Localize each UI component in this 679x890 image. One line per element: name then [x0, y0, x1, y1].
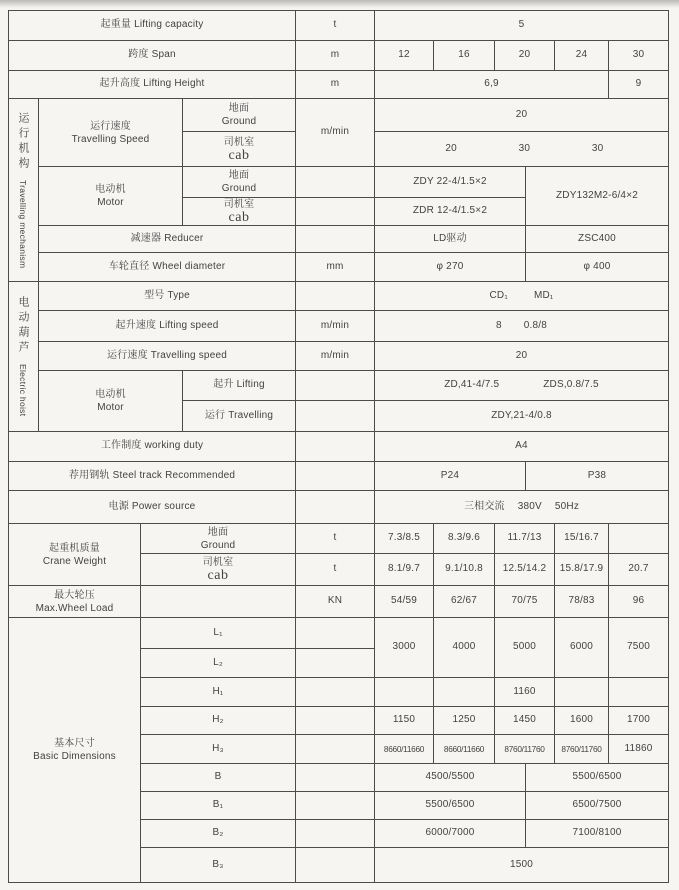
- hoist-lifting-speed-value: [375, 311, 669, 342]
- working-duty-label: 工作制度 working duty: [9, 432, 296, 462]
- dim-h1-unit: [296, 678, 375, 707]
- dim-h2-value-2: 1250: [434, 707, 495, 735]
- travelling-speed-cab-values-item: 20: [445, 142, 457, 154]
- steel-track-value-p24: P24: [375, 462, 526, 491]
- hoist-lifting-speed-value-item: 0.8/8: [523, 319, 547, 331]
- crane-weight-ground-value-4: 15/16.7: [555, 524, 609, 554]
- travelling-speed-ground-label-line: Ground: [221, 116, 257, 127]
- travelling-mechanism-section-header-en: Travelling mechanism: [18, 179, 28, 269]
- hoist-motor-travelling-value: ZDY,21-4/0.8: [375, 401, 669, 432]
- crane-weight-label-line: 起重机质量: [49, 542, 100, 554]
- hoist-motor-travelling-label: 运行 Travelling: [183, 401, 296, 432]
- dim-h1-label: H₁: [141, 678, 296, 707]
- lifting-height-label: 起升高度 Lifting Height: [9, 71, 296, 99]
- crane-weight-cab-value-2: 9.1/10.8: [434, 554, 495, 586]
- dim-h3-value-5: 11860: [609, 735, 669, 764]
- hoist-lifting-speed-value-item: 8: [495, 319, 502, 331]
- crane-weight-ground-value-2: 8.3/9.6: [434, 524, 495, 554]
- travel-motor-ground-label: [183, 167, 296, 198]
- travelling-speed-unit: m/min: [296, 99, 375, 167]
- travelling-speed-label: [39, 99, 183, 167]
- dim-h3-label: H₃: [141, 735, 296, 764]
- crane-weight-cab-label-line: cab: [207, 568, 229, 583]
- dim-l-value-3: 5000: [495, 618, 555, 678]
- reducer-value-zsc: ZSC400: [526, 226, 669, 253]
- dim-h2-value-3: 1450: [495, 707, 555, 735]
- span-unit: m: [296, 41, 375, 71]
- dim-h1-value-5: [609, 678, 669, 707]
- steel-track-value-p38: P38: [526, 462, 669, 491]
- travel-motor-ground-label-line: Ground: [221, 183, 257, 194]
- dim-h1-value-1: [375, 678, 434, 707]
- crane-weight-cab-label: [141, 554, 296, 586]
- travel-motor-cab-label-line: 司机室: [223, 199, 255, 210]
- crane-weight-ground-value-5: [609, 524, 669, 554]
- travelling-speed-cab-label-line: cab: [228, 147, 250, 163]
- crane-weight-cab-label-line: 司机室: [202, 557, 234, 568]
- spec-table: [8, 10, 669, 883]
- hoist-motor-lifting-value-item: ZDS,0.8/7.5: [543, 379, 599, 391]
- max-wheel-load-value-2: 62/67: [434, 586, 495, 618]
- hoist-motor-lifting-unit: [296, 371, 375, 401]
- span-value-12: 12: [375, 41, 434, 71]
- reducer-value-ld: LD驱动: [375, 226, 526, 253]
- hoist-motor-lifting-value-item: ZD,41-4/7.5: [444, 379, 500, 391]
- lifting-height-unit: m: [296, 71, 375, 99]
- travelling-speed-cab-values-item: 30: [591, 142, 604, 154]
- hoist-motor-label: [39, 371, 183, 432]
- hoist-type-label: 型号 Type: [39, 282, 296, 311]
- hoist-motor-label-line: Motor: [97, 402, 124, 413]
- crane-weight-ground-value-1: 7.3/8.5: [375, 524, 434, 554]
- dim-l-value-2: 4000: [434, 618, 495, 678]
- travel-motor-label-line: Motor: [97, 197, 124, 208]
- hoist-motor-lifting-label: 起升 Lifting: [183, 371, 296, 401]
- dim-b1-label: B₁: [141, 792, 296, 820]
- power-source-value-item: 三相交流: [463, 500, 505, 512]
- travel-motor-ground-label-line: 地面: [228, 170, 250, 181]
- crane-weight-ground-label: [141, 524, 296, 554]
- dim-h2-value-1: 1150: [375, 707, 434, 735]
- electric-hoist-section-header: [9, 282, 39, 432]
- max-wheel-load-value-3: 70/75: [495, 586, 555, 618]
- dim-h2-value-4: 1600: [555, 707, 609, 735]
- dim-l2-label: L₂: [141, 649, 296, 678]
- travelling-speed-cab-label: [183, 132, 296, 167]
- crane-weight-ground-label-line: 地面: [207, 526, 229, 538]
- travel-motor-cab-value: ZDR 12-4/1.5×2: [375, 198, 526, 226]
- max-wheel-load-unit: KN: [296, 586, 375, 618]
- power-source-unit: [296, 491, 375, 524]
- hoist-motor-lifting-value: [375, 371, 669, 401]
- max-wheel-load-value-1: 54/59: [375, 586, 434, 618]
- lifting-capacity-label: 起重量 Lifting capacity: [9, 11, 296, 41]
- max-wheel-load-value-5: 96: [609, 586, 669, 618]
- electric-hoist-section-header-en: Electric hoist: [18, 364, 28, 417]
- travel-motor-unit-bottom: [296, 198, 375, 226]
- wheel-diameter-value-270: φ 270: [375, 253, 526, 282]
- crane-weight-cab-unit: t: [296, 554, 375, 586]
- travel-motor-label: [39, 167, 183, 226]
- dim-b1-value-1: 5500/6500: [375, 792, 526, 820]
- dim-b1-value-2: 6500/7500: [526, 792, 669, 820]
- crane-weight-cab-value-5: 20.7: [609, 554, 669, 586]
- span-value-24: 24: [555, 41, 609, 71]
- dim-b1-unit: [296, 792, 375, 820]
- max-wheel-load-label-line: Max.Wheel Load: [35, 602, 114, 614]
- dim-b2-label: B₂: [141, 820, 296, 848]
- hoist-travelling-speed-unit: m/min: [296, 342, 375, 371]
- working-duty-unit: [296, 432, 375, 462]
- span-value-16: 16: [434, 41, 495, 71]
- travelling-speed-cab-label-line: 司机室: [223, 136, 255, 148]
- travelling-speed-ground-label: [183, 99, 296, 132]
- dim-h2-unit: [296, 707, 375, 735]
- hoist-type-value-item: CD₁: [489, 289, 508, 301]
- travel-motor-ground-value: ZDY 22-4/1.5×2: [375, 167, 526, 198]
- reducer-unit: [296, 226, 375, 253]
- dim-h3-value-1: 8660/11660: [375, 735, 434, 764]
- steel-track-unit: [296, 462, 375, 491]
- basic-dimensions-label-line: Basic Dimensions: [33, 751, 116, 762]
- wheel-diameter-unit: mm: [296, 253, 375, 282]
- travelling-speed-cab-values: [375, 132, 669, 167]
- dim-b2-unit: [296, 820, 375, 848]
- span-value-30: 30: [609, 41, 669, 71]
- dim-l-value-1: 3000: [375, 618, 434, 678]
- travel-motor-cab-label: [183, 198, 296, 226]
- dim-b-label: B: [141, 764, 296, 792]
- steel-track-label: 荐用钢轨 Steel track Recommended: [9, 462, 296, 491]
- hoist-type-value: [375, 282, 669, 311]
- dim-b-value-1: 4500/5500: [375, 764, 526, 792]
- crane-weight-ground-label-line: Ground: [200, 539, 236, 551]
- wheel-diameter-value-400: φ 400: [526, 253, 669, 282]
- max-wheel-load-value-4: 78/83: [555, 586, 609, 618]
- travelling-speed-cab-values-item: 30: [518, 142, 531, 154]
- dim-b3-label: B₃: [141, 848, 296, 883]
- dim-l-value-5: 7500: [609, 618, 669, 678]
- travelling-mechanism-section-header-zh: 运行机构: [17, 111, 29, 172]
- dim-h1-value-4: [555, 678, 609, 707]
- dim-l1-label: L₁: [141, 618, 296, 649]
- wheel-diameter-label: 车轮直径 Wheel diameter: [39, 253, 296, 282]
- dim-h2-value-5: 1700: [609, 707, 669, 735]
- dim-b3-unit: [296, 848, 375, 883]
- dim-l2-unit: [296, 649, 375, 678]
- basic-dimensions-label-line: 基本尺寸: [54, 738, 95, 749]
- crane-weight-ground-value-3: 11.7/13: [495, 524, 555, 554]
- reducer-label: 减速器 Reducer: [39, 226, 296, 253]
- power-source-value-item: 50Hz: [554, 500, 580, 512]
- lifting-capacity-unit: t: [296, 11, 375, 41]
- travelling-speed-label-line: Travelling Speed: [71, 133, 150, 145]
- hoist-motor-label-line: 电动机: [95, 389, 126, 400]
- lifting-capacity-value: 5: [375, 11, 669, 41]
- travelling-speed-ground-value: 20: [375, 99, 669, 132]
- dim-h3-value-4: 8760/11760: [555, 735, 609, 764]
- max-wheel-load-label-line: 最大轮压: [54, 589, 95, 601]
- basic-dimensions-label: [9, 618, 141, 883]
- dim-h2-label: H₂: [141, 707, 296, 735]
- max-wheel-load-label: [9, 586, 141, 618]
- dim-h1-value-2: [434, 678, 495, 707]
- dim-b2-value-2: 7100/8100: [526, 820, 669, 848]
- crane-weight-ground-unit: t: [296, 524, 375, 554]
- power-source-value-item: 380V: [517, 500, 542, 512]
- dim-h3-value-3: 8760/11760: [495, 735, 555, 764]
- crane-weight-label: [9, 524, 141, 586]
- span-value-20: 20: [495, 41, 555, 71]
- scan-edge-artifact: [0, 0, 679, 8]
- crane-weight-cab-value-3: 12.5/14.2: [495, 554, 555, 586]
- travelling-mechanism-section-header: [9, 99, 39, 282]
- dim-l1-unit: [296, 618, 375, 649]
- travelling-speed-label-line: 运行速度: [90, 120, 131, 132]
- dim-h3-value-2: 8660/11660: [434, 735, 495, 764]
- travel-motor-unit-top: [296, 167, 375, 198]
- travel-motor-large-span-value: ZDY132M2-6/4×2: [526, 167, 669, 226]
- crane-weight-cab-value-1: 8.1/9.7: [375, 554, 434, 586]
- hoist-motor-travelling-unit: [296, 401, 375, 432]
- dim-l-value-4: 6000: [555, 618, 609, 678]
- power-source-label: 电源 Power source: [9, 491, 296, 524]
- hoist-travelling-speed-value: 20: [375, 342, 669, 371]
- power-source-value: [375, 491, 669, 524]
- travel-motor-cab-label-line: cab: [228, 210, 250, 225]
- dim-b-value-2: 5500/6500: [526, 764, 669, 792]
- hoist-type-unit: [296, 282, 375, 311]
- hoist-travelling-speed-label: 运行速度 Travelling speed: [39, 342, 296, 371]
- electric-hoist-section-header-zh: 电动葫芦: [17, 296, 29, 357]
- dim-b-unit: [296, 764, 375, 792]
- travelling-speed-ground-label-line: 地面: [228, 103, 250, 114]
- hoist-type-value-item: MD₁: [533, 289, 554, 301]
- max-wheel-load-sub: [141, 586, 296, 618]
- dim-b3-value: 1500: [375, 848, 669, 883]
- working-duty-value: A4: [375, 432, 669, 462]
- lifting-height-value-main: 6,9: [375, 71, 609, 99]
- dim-b2-value-1: 6000/7000: [375, 820, 526, 848]
- travel-motor-label-line: 电动机: [95, 184, 126, 195]
- crane-weight-cab-value-4: 15.8/17.9: [555, 554, 609, 586]
- hoist-lifting-speed-label: 起升速度 Lifting speed: [39, 311, 296, 342]
- span-label: 跨度 Span: [9, 41, 296, 71]
- lifting-height-value-30m: 9: [609, 71, 669, 99]
- crane-weight-label-line: Crane Weight: [42, 555, 107, 567]
- dim-h1-value-3: 1160: [495, 678, 555, 707]
- hoist-lifting-speed-unit: m/min: [296, 311, 375, 342]
- dim-h3-unit: [296, 735, 375, 764]
